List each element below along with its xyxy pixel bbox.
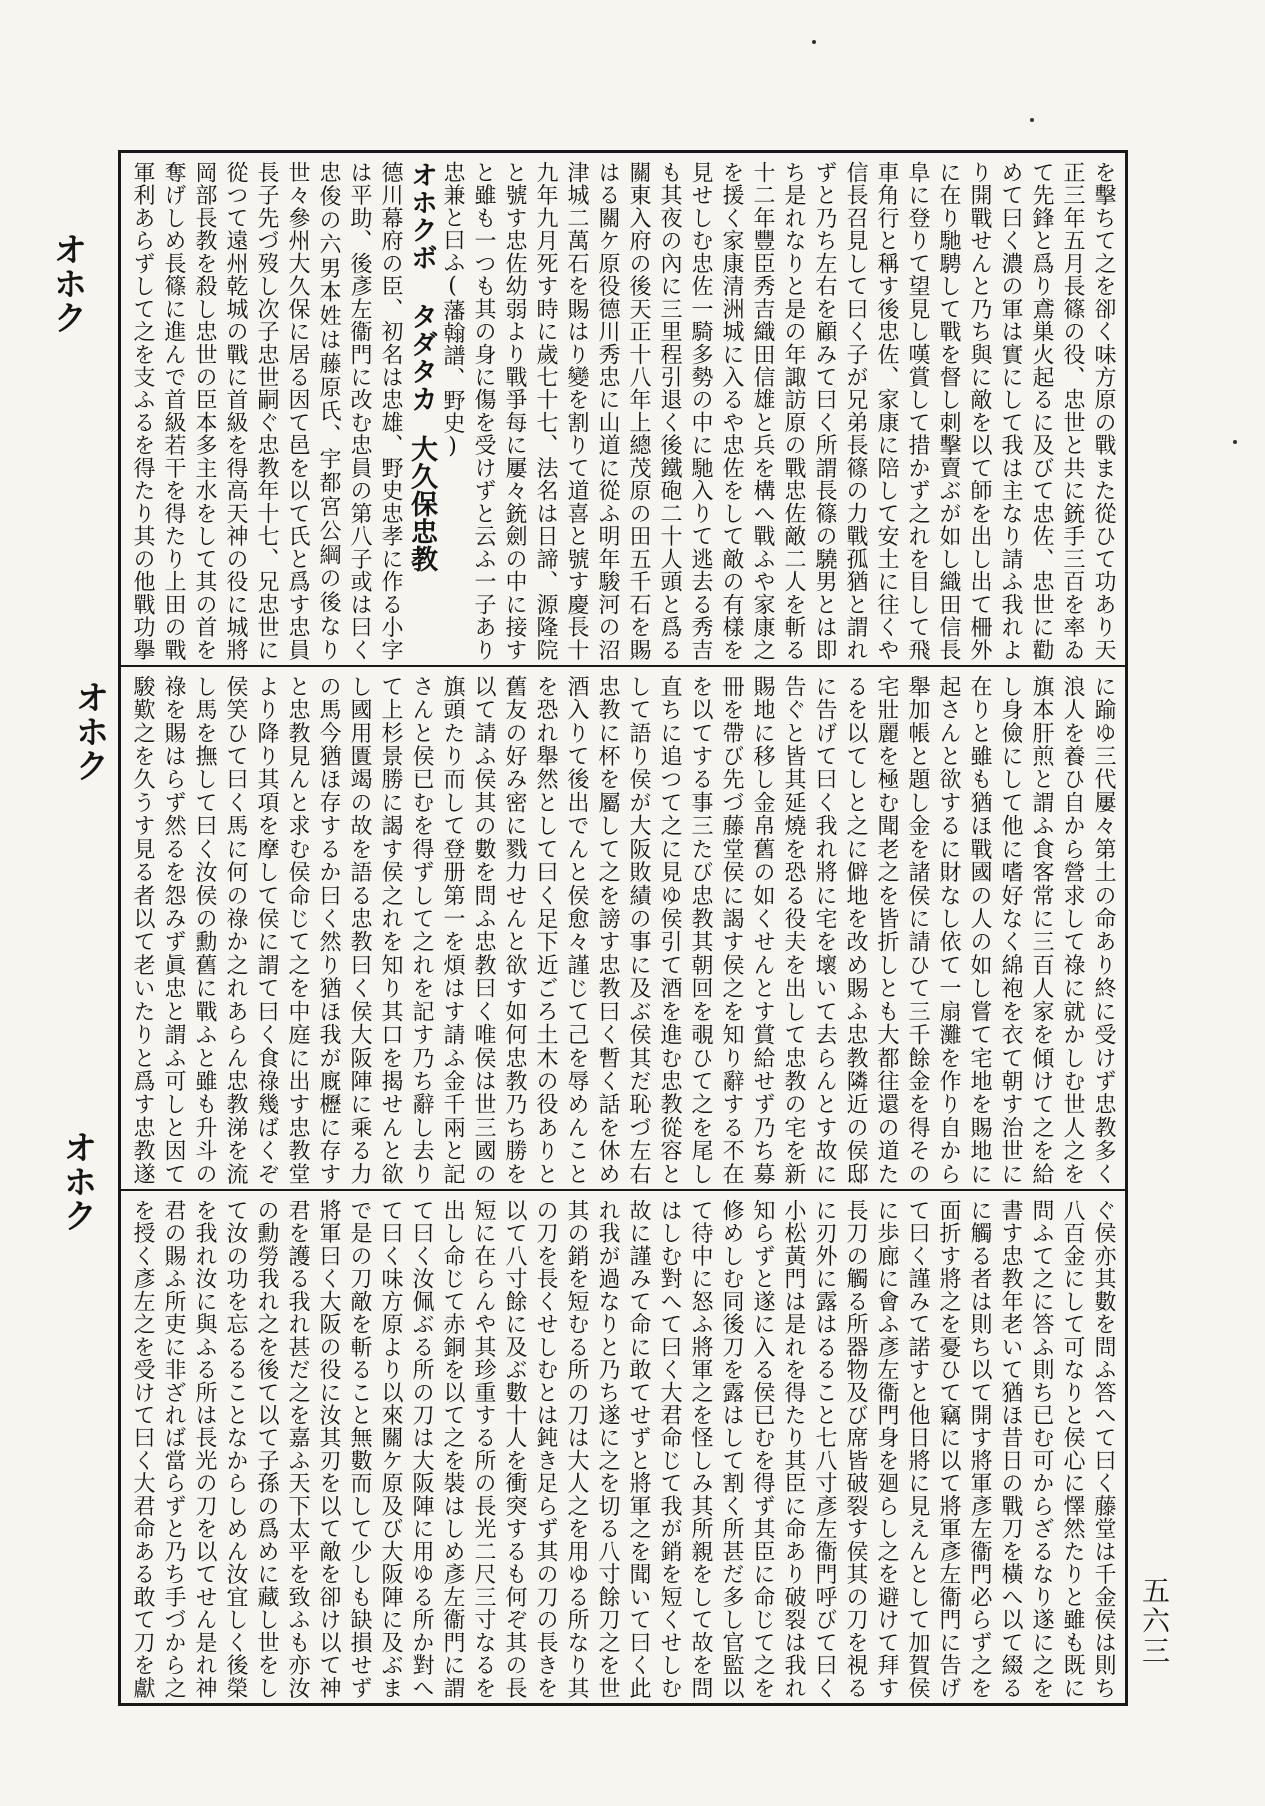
tier-top-body-2: 德川幕府の臣、初名は忠雄、野史忠孝に作る小字は平助、後彥左衞門に改む忠員の第八子或は曰く忠俊の六男本姓は藤原氏、宇都宮公綱の後なり世々參州大久保に居る因て邑を以て氏と爲す忠員長子先づ歿し次子忠世嗣ぐ忠教年十七、兄忠世に從つて遠州乾城の戰に首級を得高天神の役に城將岡部長教を殺し忠世の臣本多主水をして其の首を奪げしめ長篠に進んで首級若干を得たり上田の戰軍利あらずして之を支ふるを得たり其の他戰功擧 [130,161,403,661]
print-speck [812,40,816,44]
tier-divider-2 [121,1189,1125,1191]
tier-bottom-body: ぐ侯亦其數を問ふ答へて曰く藤堂は千金侯は則ち八百金にして可なりと侯心に懌然たりと雖も既に問ふて之に答ふ則ち已む可からざるなり遂に之を書す忠教年老いて猶ほ昔日の戰刀を橫へ以て綴るに觸る者は則ち以て開す將軍彥左衞門必らず之を面折す將之を憂ひて竊に以て將軍彥左衞門に告げて曰く謹みて諾すと他日將に見えんとして加賀侯に歩廊に會ふ彥左衞門身を廻らし之を避けて拜す長刀の觸る所器物及び席皆破裂す侯其の刀を視るに刃外に露はるること七八寸彥左衞門呼びて曰く小松黃門は是れを得たり其臣に命あり破裂は我れ知らずと遂に入る侯已むを得ず其臣に命じて之を修めしむ同後刀を露はして割く所甚だ多し官監以て待中に怒ふ將軍之を怪しみ其所親をして故を問はしむ對へて曰く大君命じて我が銷を短くせしむ故に謹みて命に敢てせずと將軍之を聞いて曰く此れ我が過なりと乃ち遂に之を切る八寸餘刀之を世其の銷を短むる所の刀は大人之を用ゆる所なり其の刀を長くせしむとは鈍き足らず其の刀の長きを以て八寸餘に及ぶ數十人を衝突するも何ぞ其の長短に在らんや其珍重する所の長光二尺三寸なるを出し命じて赤銅を以て之を裝はしめ彥左衞門に謂て曰く汝佩ぶる所の刀は大阪陣に用ゆる所か對へて曰く味方原より以來關ケ原及び大阪陣に及ぶまで是の刀敵を斬ること無數而して少しも缺損せず將軍曰く大阪の役に汝其刃を以て敵を卻け以て神君を護る我れ甚だ之を嘉ふ天下太平を致ふも亦汝の勳勞我れ之を後て以て子孫の爲めに藏し世をして汝の功を忘るることなからしめん汝宜しく後榮を我れ汝に與ふる所は長光の刀を以てせん是れ神君の賜ふ所吏に非ざれば當らずと乃ち手づから之を授く彥左之を受けて曰く大君命ある敢て刀を獻 [130,1199,1116,1699]
tier-top-body: を擊ちて之を卻く味方原の戰また從ひて功あり天正三年五月長篠の役、忠世と共に銃手三百を率ゐて先鋒と爲り鳶巣火起るに及びて忠佐、忠世に勸めて曰く濃の軍は實にして我は主なり請ふ我れより開戰せんと乃ち與に敵を以て師を出し出て柵外に在り馳騁して戰を督し刺擊賣ぶが如し織田信長阜に登りて望見し嘆賞して措かず之れを目して飛車角行と稱す後忠佐、家康に陪して安土に往くや信長召見して曰く子が兄弟長篠の力戰孤猶と謂れずと乃ち左右を顧みて曰く所謂長篠の驍男とは即ち是れなりと是の年諏訪原の戰忠佐敵二人を斬る十二年豐臣秀吉織田信雄と兵を構へ戰ふや家康之を援く家康清洲城に入るや忠佐をして敵の有樣を見せしむ忠佐一騎多勢の中に馳入りて逃去る秀吉も其夜の內に三里程引退く後鐵砲二十人頭と爲る關東入府の後天正十八年上總茂原の田五千石を賜はる關ケ原役德川秀忠に山道に從ふ明年駿河の沼津城二萬石を賜はり變を割りて道喜と號す慶長十九年九月死す時に歲七十七、法名は日諦、源隆院と號す忠佐幼弱より戰爭每に屢々銃劍の中に接すと雖も一つも其の身に傷を受けずと云ふ一子あり忠兼と曰ふ(藩翰譜、野史) [440,161,1116,661]
running-head-top: オホク [47,232,87,334]
print-speck [1233,440,1237,444]
running-head-middle: オホク [69,680,109,782]
running-head-bottom: オホク [57,1130,97,1232]
tier-top [127,161,1119,661]
tier-bottom [127,1199,1119,1699]
entry-heading-okubo-tadataka-kanji: 大久保忠教 [406,435,437,573]
page-number: 五六三 [1138,1576,1171,1666]
print-speck [1030,118,1034,122]
text-frame [118,150,1128,1706]
tier-divider-1 [121,665,1125,667]
entry-heading-okubo-tadataka: オホクボ タダタカ [406,161,437,413]
tier-middle-body: に踰ゆ三代屢々第土の命あり終に受けず忠教多く浪人を養ひ自から營求して祿に就かしむ世人之を旗本肝煎と謂ふ食客常に三百人家を傾けて之を給し身儉にして他に嗜好なく綿袍を衣て朝す治世に在りと雖も猶ほ戰國の人の如し嘗て宅地を賜地に起さんと欲するに財なし依て一扇灘を作り自から舉加帳と題し金を諸侯に請ひて三千餘金を得その宅壯麗を極む聞老之を皆折しとも大都往還の道たるを以てしと之に僻地を改め賜ふ忠教隣近の侯邸に告げて曰く我れ將に宅を壞いて去らんとす故に告ぐと皆其延燒を恐る役夫を出して忠教の宅を新賜地に移し金帛舊の如くせんとす賞給せず乃ち募冊を帶び先づ藤堂侯に謁す侯之を知り辭する不在を以てする事三たび忠教其朝回を覗ひて之を尾し直ちに追つて之に見ゆ侯引て酒を進む忠教從容として語り侯が大阪敗績の事に及ぶ侯其だ恥づ左右忠教に杯を屬して之を謗す忠教曰く暫く話を休め酒入りて後出でんと侯愈々謹じて己を辱めんことを恐れ舉然として曰く足下近ごろ土木の役ありと舊友の好み密に戮力せんと欲す如何忠教乃ち勝を以て請ふ侯其の數を問ふ忠教曰く唯侯は世三國の旗頭たり而して登册第一を煩はす請ふ金千兩と記さんと侯已むを得ずして之れを記す乃ち辭し去りて上杉景勝に謁す侯之れを知り其口を揭せんと欲し國用匱竭の故を語る忠教曰く侯大阪陣に乘る力の馬今猶ほ存するか曰く然り猶ほ我が廐櫪に存すと忠教見んと求む侯命じて之を中庭に出す忠教堂より降り其項を摩して侯に謂て曰く食祿幾ばくぞ侯笑ひて曰く馬に何の祿か之れあらん忠教涕を流し馬を撫して曰く汝侯の勳舊に戰ふと雖も升斗の祿を賜はらず然るを怨みず眞忠と謂ふ可しと因て駿歎之を久うす見る者以て老いたりと爲す忠教遂 [130,675,1116,1185]
tier-middle [127,675,1119,1185]
